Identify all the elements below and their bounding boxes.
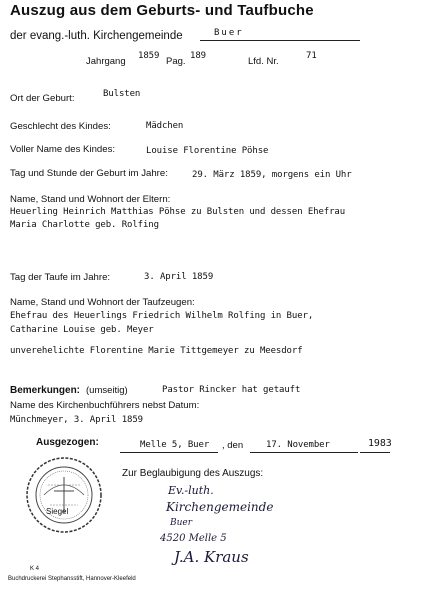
name-value: Louise Florentine Pöhse <box>146 146 269 156</box>
datum-value: 17. November <box>266 440 330 450</box>
seal-label: Siegel <box>46 507 69 516</box>
name-label: Voller Name des Kindes: <box>10 144 116 155</box>
fuehrer-value: Münchmeyer, 3. April 1859 <box>10 415 143 425</box>
sign-line-2: Kirchengemeinde <box>166 500 274 514</box>
parish-underline <box>200 40 360 41</box>
zeugen-line-2: Catharine Louise geb. Meyer <box>10 325 154 335</box>
parish-label: der evang.-luth. Kirchengemeinde <box>10 30 183 42</box>
bemerkungen-value: Pastor Rincker hat getauft <box>162 385 301 395</box>
geschlecht-value: Mädchen <box>146 121 184 131</box>
fuehrer-label: Name des Kirchenbuchführers nebst Datum: <box>10 400 200 411</box>
seal-graphic <box>24 455 104 535</box>
sign-line-1: Ev.-luth. <box>168 484 214 497</box>
eltern-line-1: Heuerling Heinrich Matthias Pöhse zu Bulsten und dessen Ehefrau <box>10 207 346 217</box>
ort-underline <box>120 452 218 453</box>
geburtstag-value: 29. März 1859, morgens ein Uhr <box>192 170 352 180</box>
zeugen-label: Name, Stand und Wohnort der Taufzeugen: <box>10 297 195 308</box>
pag-label: Pag. <box>166 56 186 67</box>
zeugen-line-3: unverehelichte Florentine Marie Tittgemeyer zu Meesdorf <box>10 346 303 356</box>
ausgezogen-label: Ausgezogen: <box>36 437 99 448</box>
geburtstag-label: Tag und Stunde der Geburt im Jahre: <box>10 168 168 179</box>
geburtsort-label: Ort der Geburt: <box>10 93 75 104</box>
sign-line-3: Buer <box>170 518 193 528</box>
den-label: , den <box>222 440 244 451</box>
datum-underline <box>250 452 358 453</box>
jahrgang-label: Jahrgang <box>86 56 126 67</box>
document-title: Auszug aus dem Geburts- und Taufbuche <box>10 2 314 19</box>
lfd-label: Lfd. Nr. <box>248 56 279 67</box>
zeugen-line-1: Ehefrau des Heuerlings Friedrich Wilhelm Rolfing in Buer, <box>10 311 314 321</box>
church-seal <box>24 455 104 535</box>
sign-line-4: 4520 Melle 5 <box>160 533 227 544</box>
eltern-label: Name, Stand und Wohnort der Eltern: <box>10 194 171 205</box>
eltern-line-2: Maria Charlotte geb. Rolfing <box>10 220 159 230</box>
bemerkungen-label: Bemerkungen: <box>10 385 81 396</box>
taufe-label: Tag der Taufe im Jahre: <box>10 272 111 283</box>
bemerkungen-suffix: (umseitig) <box>86 385 128 396</box>
jahr-value: 1983 <box>368 438 392 449</box>
signature: J.A. Kraus <box>174 548 249 566</box>
form-code: K 4 <box>30 566 40 572</box>
taufe-value: 3. April 1859 <box>144 272 214 282</box>
ort-value: Melle 5, Buer <box>140 440 210 450</box>
pag-value: 189 <box>190 51 206 61</box>
lfd-value: 71 <box>306 51 317 61</box>
geschlecht-label: Geschlecht des Kindes: <box>10 121 111 132</box>
parish-value: Buer <box>214 28 244 38</box>
geburtsort-value: Bulsten <box>103 89 141 99</box>
beglaubigung-label: Zur Beglaubigung des Auszugs: <box>122 468 264 479</box>
printer-imprint: Buchdruckerei Stephansstift, Hannover-Kleefeld <box>8 576 136 582</box>
jahr-underline <box>360 452 390 453</box>
jahrgang-value: 1859 <box>138 51 160 61</box>
